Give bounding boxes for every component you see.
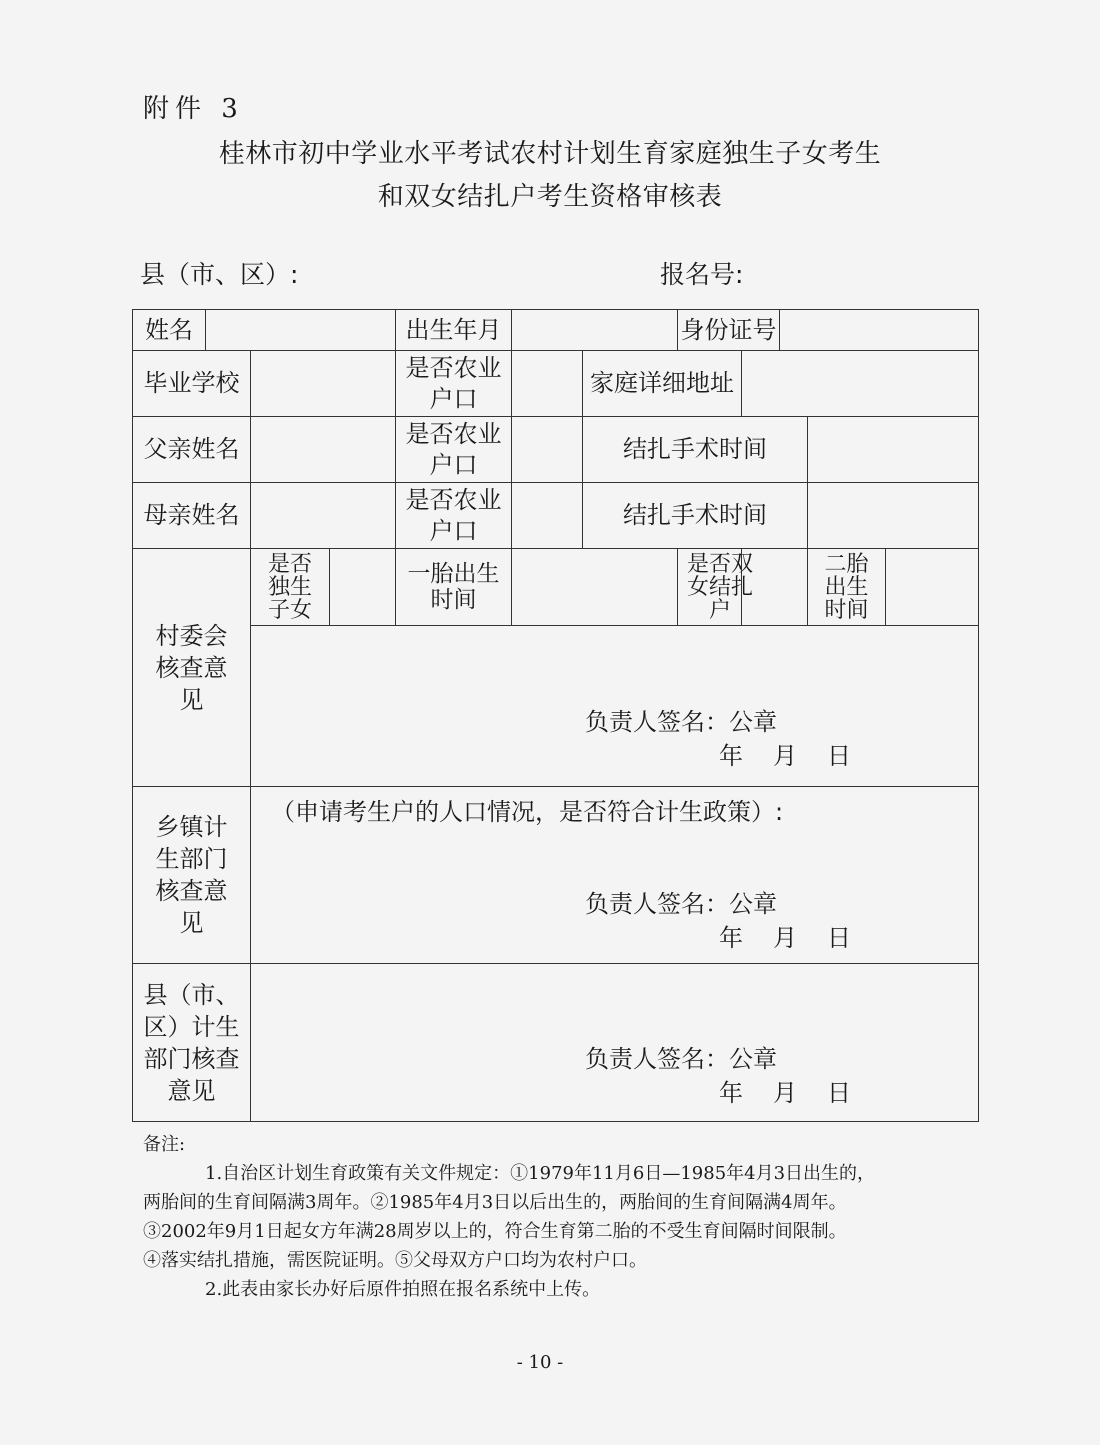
village-year-label: 年 xyxy=(719,742,743,770)
county-day-label: 日 xyxy=(827,1079,851,1107)
graduate-school-label: 毕业学校 xyxy=(133,351,251,417)
township-opinion-field[interactable] xyxy=(251,787,979,964)
village-opinion-label xyxy=(133,549,251,787)
id-number-label: 身份证号 xyxy=(678,310,780,351)
student-agri-hukou-field[interactable] xyxy=(512,351,583,417)
township-opinion-text: 乡镇计生部门核查意见 xyxy=(155,813,228,937)
village-signature-label: 负责人签名：公章 xyxy=(585,708,777,736)
form-title-line1: 桂林市初中学业水平考试农村计划生育家庭独生子女考生 xyxy=(218,139,882,169)
graduate-school-field[interactable] xyxy=(251,351,396,417)
mother-ligation-time-field[interactable] xyxy=(808,483,979,549)
village-month-label: 月 xyxy=(773,742,797,770)
home-address-label: 家庭详细地址 xyxy=(583,351,742,417)
county-opinion-label xyxy=(133,964,251,1122)
county-month-label: 月 xyxy=(773,1079,797,1107)
father-ligation-time-label: 结扎手术时间 xyxy=(583,417,808,483)
county-signature-label: 负责人签名：公章 xyxy=(585,1045,777,1073)
note-line-3: ③2002年9月1日起女方年满28周岁以上的，符合生育第二胎的不受生育间隔时间限制。 xyxy=(143,1221,847,1242)
mother-ligation-time-label: 结扎手术时间 xyxy=(583,483,808,549)
mother-agri-hukou-field[interactable] xyxy=(512,483,583,549)
father-agri-hukou-label: 是否农业户口 xyxy=(396,417,512,483)
county-opinion-text: 县（市、区）计生部门核查意见 xyxy=(143,980,240,1105)
note-line-2: 两胎间的生育间隔满3周年。②1985年4月3日以后出生的，两胎间的生育间隔满4周年。 xyxy=(143,1192,847,1213)
township-year-label: 年 xyxy=(719,924,743,952)
id-number-field[interactable] xyxy=(780,310,979,351)
attachment-label: 附件 3 xyxy=(143,94,244,124)
village-opinion-text: 村委会核查意见 xyxy=(155,621,228,714)
father-agri-hukou-field[interactable] xyxy=(512,417,583,483)
first-birth-time-label xyxy=(396,549,512,626)
name-label: 姓名 xyxy=(133,310,206,351)
note-line-1: 1.自治区计划生育政策有关文件规定：①1979年11月6日—1985年4月3日出生的， xyxy=(205,1163,876,1184)
page-number: - 10 - xyxy=(516,1352,564,1373)
second-birth-time-label xyxy=(808,549,886,626)
note-line-5: 2.此表由家长办好后原件拍照在报名系统中上传。 xyxy=(205,1279,601,1300)
home-address-field[interactable] xyxy=(742,351,979,417)
birth-date-field[interactable] xyxy=(512,310,678,351)
registration-number-label: 报名号: xyxy=(660,260,744,289)
county-date-line xyxy=(719,1078,881,1108)
father-name-label: 父亲姓名 xyxy=(133,417,251,483)
second-birth-time-field[interactable] xyxy=(886,549,979,626)
first-birth-time-text: 一胎出生时间 xyxy=(407,561,500,613)
only-child-field[interactable] xyxy=(330,549,396,626)
village-opinion-field[interactable] xyxy=(251,626,979,787)
village-date-line xyxy=(719,741,881,771)
name-field[interactable] xyxy=(206,310,396,351)
township-opinion-label xyxy=(133,787,251,964)
village-day-label: 日 xyxy=(827,742,851,770)
township-signature-label: 负责人签名：公章 xyxy=(585,890,777,918)
mother-agri-hukou-label: 是否农业户口 xyxy=(396,483,512,549)
note-line-4: ④落实结扎措施，需医院证明。⑤父母双方户口均为农村户口。 xyxy=(143,1250,647,1271)
township-month-label: 月 xyxy=(773,924,797,952)
county-label: 县（市、区）: xyxy=(140,260,299,289)
only-child-text: 是否独生子女 xyxy=(267,551,312,623)
father-ligation-time-field[interactable] xyxy=(808,417,979,483)
only-child-label xyxy=(251,549,330,626)
two-daughters-ligation-label xyxy=(678,549,754,626)
township-day-label: 日 xyxy=(827,924,851,952)
township-date-line xyxy=(719,923,881,953)
notes-heading: 备注: xyxy=(143,1134,186,1155)
student-agri-hukou-label: 是否农业户口 xyxy=(396,351,512,417)
second-birth-time-text: 二胎出生时间 xyxy=(824,551,869,623)
mother-name-label: 母亲姓名 xyxy=(133,483,251,549)
township-opinion-note: （申请考生户的人口情况，是否符合计生政策）: xyxy=(271,798,784,826)
birth-date-label: 出生年月 xyxy=(396,310,512,351)
notes-section xyxy=(143,1130,1003,1304)
county-year-label: 年 xyxy=(719,1079,743,1107)
mother-name-field[interactable] xyxy=(251,483,396,549)
first-birth-time-field[interactable] xyxy=(512,549,678,626)
qualification-review-table xyxy=(132,309,979,1122)
two-daughters-ligation-text: 是否双女结扎户 xyxy=(687,551,754,623)
father-name-field[interactable] xyxy=(251,417,396,483)
county-opinion-field[interactable] xyxy=(251,964,979,1122)
form-title-line2: 和双女结扎户考生资格审核表 xyxy=(377,182,723,212)
